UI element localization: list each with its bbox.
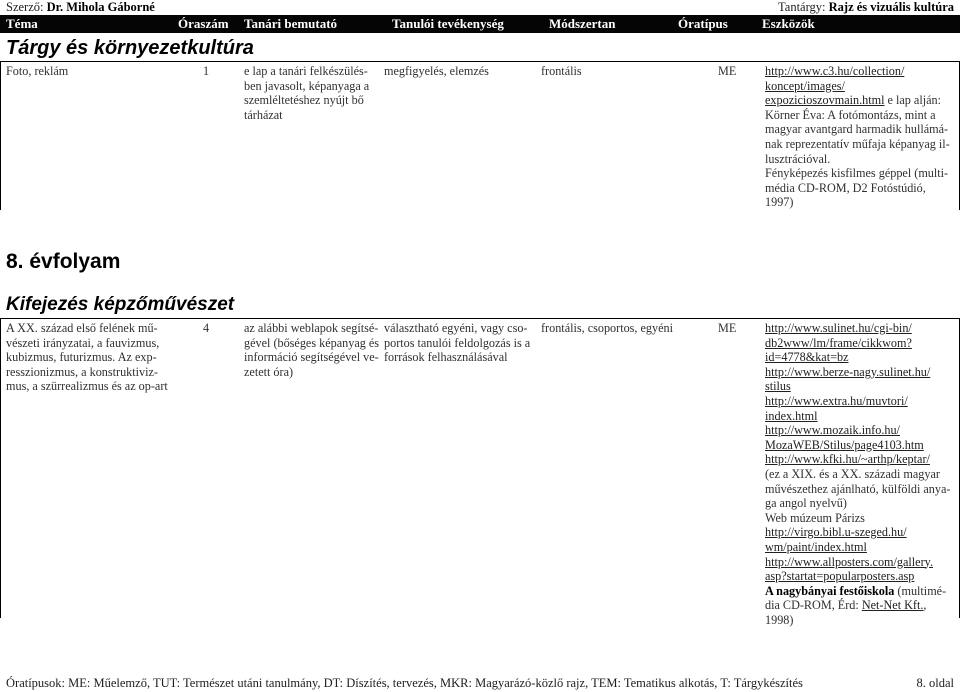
row2-hours: 4 bbox=[203, 321, 210, 335]
cell-line: frontális bbox=[541, 64, 582, 78]
resource-link[interactable]: http://www.extra.hu/muvtori/ bbox=[765, 393, 908, 408]
resource-text: művészethez ajánlható, külföldi anya- bbox=[765, 481, 951, 496]
resource-link[interactable]: http://www.mozaik.info.hu/ bbox=[765, 423, 900, 438]
resource-text: Fényképezés kisfilmes géppel (multi- bbox=[765, 166, 949, 181]
resource-line bbox=[765, 137, 950, 152]
resource-line bbox=[765, 350, 950, 365]
resource-link[interactable]: http://www.c3.hu/collection/ bbox=[765, 64, 905, 78]
resource-line bbox=[765, 467, 950, 482]
resource-text: dia CD-ROM, Érd: bbox=[765, 598, 862, 613]
row1-tools bbox=[765, 64, 950, 210]
resource-text: Web múzeum Párizs bbox=[765, 510, 865, 525]
resource-link[interactable]: expozicioszovmain.html bbox=[765, 93, 885, 108]
resource-text: e lap alján: bbox=[884, 93, 941, 108]
table2-left-border bbox=[0, 318, 1, 618]
resource-line bbox=[765, 423, 950, 438]
cell-line: szemléltetéshez nyújt bő bbox=[244, 93, 364, 108]
resource-text: média CD-ROM, D2 Fotóstúdió, bbox=[765, 180, 926, 195]
resource-line bbox=[765, 540, 950, 555]
resource-line bbox=[765, 321, 950, 336]
column-header-teacher-demo: Tanári bemutató bbox=[244, 16, 338, 31]
table-left-border bbox=[0, 61, 1, 210]
resource-line bbox=[765, 555, 950, 570]
row1-teacher-demo bbox=[244, 64, 369, 122]
cell-line: A XX. század első felének mű- bbox=[6, 321, 158, 335]
grade-heading: 8. évfolyam bbox=[6, 250, 121, 273]
page-number: 8. oldal bbox=[916, 676, 954, 690]
resource-line bbox=[765, 152, 950, 167]
resource-link[interactable]: http://www.allposters.com/gallery. bbox=[765, 554, 933, 569]
subsection-title: Kifejezés képzőművészet bbox=[6, 294, 235, 315]
row1-topic bbox=[6, 64, 68, 79]
resource-text: , bbox=[923, 598, 927, 613]
cell-line: vészeti irányzatai, a fauvizmus, bbox=[6, 335, 160, 350]
cell-line: az alábbi weblapok segítsé- bbox=[244, 321, 379, 335]
cell-line: resszionizmus, a konstruktiviz- bbox=[6, 364, 158, 379]
resource-line bbox=[765, 598, 950, 613]
resource-text: ga angol nyelvű) bbox=[765, 496, 847, 511]
resource-line bbox=[765, 482, 950, 497]
row2-student-activity bbox=[384, 321, 530, 365]
resource-line bbox=[765, 195, 950, 210]
resource-link[interactable]: wm/paint/index.html bbox=[765, 539, 867, 554]
author-name: Dr. Mihola Gáborné bbox=[46, 0, 155, 14]
cell-line: források felhasználásával bbox=[384, 350, 508, 365]
row2-lesson-type: ME bbox=[718, 321, 737, 335]
resource-title: A nagybányai festőiskola bbox=[765, 583, 895, 598]
cell-line: e lap a tanári felkészülés- bbox=[244, 64, 368, 78]
resource-line bbox=[765, 108, 950, 123]
cell-line: zetett óra) bbox=[244, 364, 294, 379]
resource-text: lusztrációval. bbox=[765, 151, 831, 166]
cell-line: portos tanulói feldolgozás is a bbox=[384, 335, 531, 350]
document-header bbox=[6, 0, 954, 16]
resource-line bbox=[765, 584, 950, 599]
resource-link[interactable]: http://www.sulinet.hu/cgi-bin/ bbox=[765, 321, 912, 335]
resource-link[interactable]: Net-Net Kft. bbox=[861, 598, 924, 613]
resource-link[interactable]: id=4778&kat=bz bbox=[765, 350, 849, 365]
column-header-hours: Óraszám bbox=[178, 16, 229, 31]
section-title: Tárgy és környezetkultúra bbox=[6, 37, 254, 59]
resource-text: 1997) bbox=[765, 195, 794, 210]
resource-line bbox=[765, 79, 950, 94]
cell-line: gével (bőséges képanyag és bbox=[244, 335, 380, 350]
resource-line bbox=[765, 613, 950, 628]
resource-line bbox=[765, 166, 950, 181]
resource-text: nak reprezentatív műfaja képanyag il- bbox=[765, 136, 950, 151]
subject-label: Tantárgy: bbox=[778, 0, 826, 14]
cell-line: frontális, csoportos, egyéni bbox=[541, 321, 674, 335]
resource-link[interactable]: db2www/lm/frame/cikkwom? bbox=[765, 335, 912, 350]
cell-line: Foto, reklám bbox=[6, 64, 69, 78]
author-label: Szerző: bbox=[6, 0, 44, 14]
resource-line bbox=[765, 511, 950, 526]
resource-line bbox=[765, 452, 950, 467]
resource-line bbox=[765, 496, 950, 511]
row1-student-activity bbox=[384, 64, 489, 79]
cell-line: ben javasolt, képanyaga a bbox=[244, 78, 370, 93]
resource-link[interactable]: http://virgo.bibl.u-szeged.hu/ bbox=[765, 525, 907, 540]
resource-text: (multimé- bbox=[894, 583, 947, 598]
cell-line: mus, a szürrealizmus és az op-art bbox=[6, 379, 168, 394]
resource-line bbox=[765, 379, 950, 394]
resource-link[interactable]: koncept/images/ bbox=[765, 78, 845, 93]
resource-link[interactable]: MozaWEB/Stilus/page4103.htm bbox=[765, 437, 924, 452]
resource-link[interactable]: http://www.berze-nagy.sulinet.hu/ bbox=[765, 364, 931, 379]
column-header-bar bbox=[0, 15, 960, 33]
resource-line bbox=[765, 93, 950, 108]
row1-method bbox=[541, 64, 582, 79]
resource-link[interactable]: index.html bbox=[765, 408, 818, 423]
cell-line: tárházat bbox=[244, 107, 283, 122]
resource-line bbox=[765, 122, 950, 137]
resource-line bbox=[765, 336, 950, 351]
cell-line: információ segítségével ve- bbox=[244, 350, 379, 365]
resource-link[interactable]: http://www.kfki.hu/~arthp/keptar/ bbox=[765, 452, 930, 467]
resource-line bbox=[765, 438, 950, 453]
resource-link[interactable]: asp?startat=popularposters.asp bbox=[765, 569, 915, 584]
column-header-topic: Téma bbox=[6, 16, 38, 31]
column-header-method: Módszertan bbox=[549, 16, 616, 31]
resource-text: magyar avantgard harmadik hullámá- bbox=[765, 122, 949, 137]
resource-text: 1998) bbox=[765, 612, 794, 627]
resource-line bbox=[765, 525, 950, 540]
resource-text: Körner Éva: A fotómontázs, mint a bbox=[765, 107, 936, 122]
resource-line bbox=[765, 569, 950, 584]
column-header-tools: Eszközök bbox=[762, 16, 815, 31]
row1-hours: 1 bbox=[203, 64, 210, 78]
row2-method bbox=[541, 321, 673, 336]
resource-line bbox=[765, 394, 950, 409]
column-header-student-activity: Tanulói tevékenység bbox=[392, 16, 504, 31]
row1-lesson-type: ME bbox=[718, 64, 737, 78]
cell-line: választható egyéni, vagy cso- bbox=[384, 321, 528, 335]
resource-line bbox=[765, 365, 950, 380]
resource-line bbox=[765, 64, 950, 79]
resource-text: (ez a XIX. és a XX. századi magyar bbox=[765, 466, 940, 481]
subject-line bbox=[778, 0, 954, 15]
subject-name: Rajz és vizuális kultúra bbox=[828, 0, 954, 14]
resource-link[interactable]: stilus bbox=[765, 379, 791, 394]
table2-top-rule bbox=[0, 318, 960, 319]
resource-line bbox=[765, 181, 950, 196]
row2-tools bbox=[765, 321, 950, 627]
table-top-rule bbox=[0, 61, 960, 62]
cell-line: kubizmus, futurizmus. Az exp- bbox=[6, 350, 157, 365]
row2-teacher-demo bbox=[244, 321, 379, 379]
column-header-lesson-type: Óratípus bbox=[678, 16, 728, 31]
cell-line: megfigyelés, elemzés bbox=[384, 64, 489, 78]
lesson-type-legend: Óratípusok: ME: Műelemző, TUT: Természet utáni tanulmány, DT: Díszítés, tervezés, MKR: Magyarázó-közlő rajz, TEM: Tematikus alkotás, T: Tárgykészítés bbox=[6, 676, 803, 690]
row2-topic bbox=[6, 321, 168, 394]
resource-line bbox=[765, 409, 950, 424]
author-line bbox=[6, 0, 155, 15]
